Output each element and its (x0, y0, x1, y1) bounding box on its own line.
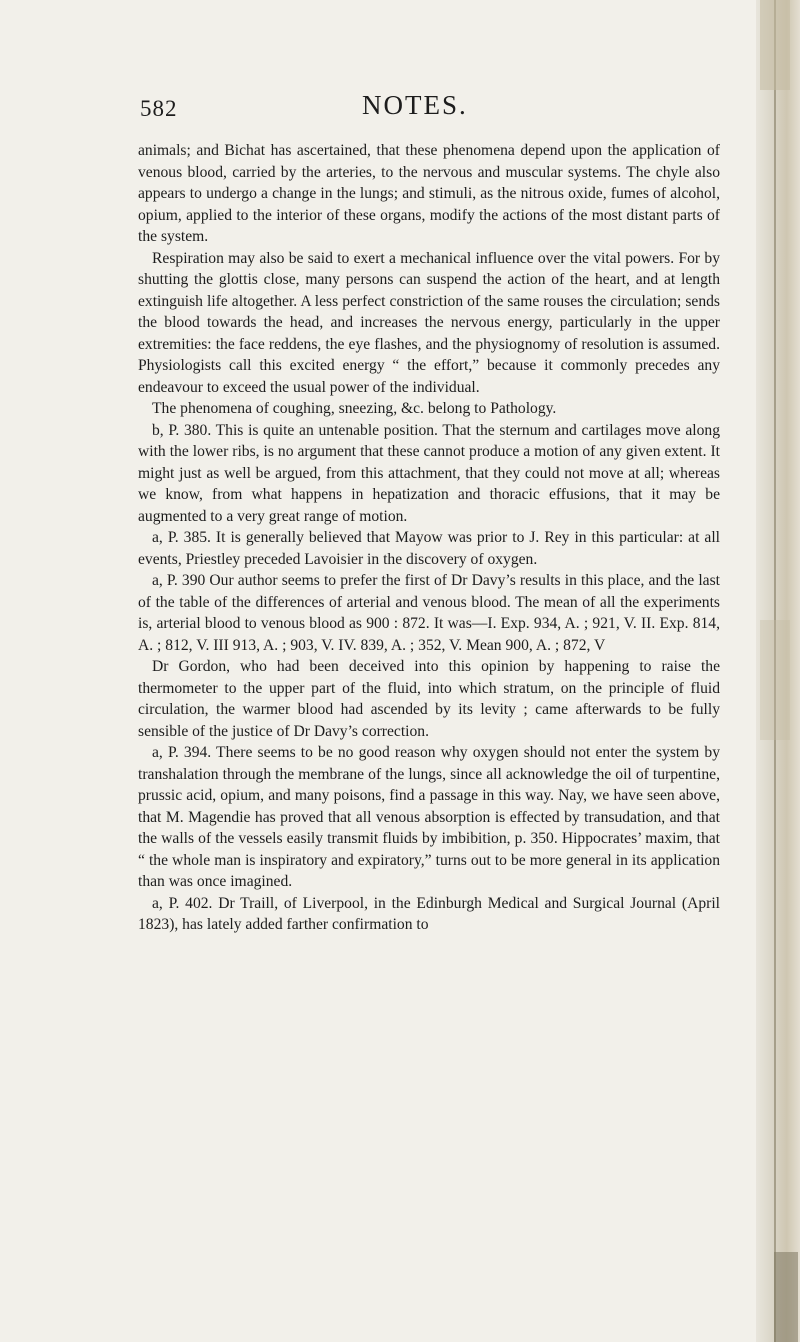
notes-text (138, 140, 720, 936)
running-title: NOTES. (362, 90, 468, 120)
note-entry: a, P. 394. There seems to be no good reason why oxygen should not enter the system by transhalation through the membrane of the lungs, since all acknowledge the oil of turpentine, prussic acid, opium, and many poisons, find a passage in this way. Nay, we have seen above, that M. Magendie has proved that all venous absorption is effected by transudation, and that the walls of the vessels easily transmit fluids by imbibition, p. 350. Hippocrates’ maxim, that “ the whole man is inspiratory and expiratory,” turns out to be more general in its application than was once imagined. (138, 744, 720, 890)
note-entry: a, P. 390 Our author seems to prefer the first of Dr Davy’s results in this place, and the last of the table of the differences of arterial and venous blood. The mean of all the experiments is, arterial blood to venous blood as 900 : 872. It was—I. Exp. 934, A. ; 921, V. II. Exp. 814, A. ; 812, V. III 913, A. ; 903, V. IV. 839, A. ; 352, V. Mean 900, A. ; 872, V (138, 572, 720, 654)
page-number: 582 (140, 96, 178, 121)
page-header (140, 90, 720, 126)
paragraph: Respiration may also be said to exert a mechanical influence over the vital powers. For by shutting the glottis close, many persons can suspend the action of the heart, and at length extinguish life altogether. A less perfect constriction of the same rouses the circulation; sends the blood towards the head, and increases the nervous energy, particularly in the upper extremities: the face reddens, the eye flashes, and the physiognomy of resolution is assumed. Physiologists call this excited energy “ the effort,” because it commonly precedes any endeavour to exceed the usual power of the individual. (138, 249, 720, 396)
paragraph: The phenomena of coughing, sneezing, &c. belong to Pathology. (152, 400, 557, 417)
note-entry: b, P. 380. This is quite an untenable position. That the sternum and cartilages move along with the lower ribs, is no argument that these cannot produce a motion of any given extent. It might just as well be argued, from this attachment, that they could not move at all; whereas we know, from what happens in hepatization and thoracic effusions, that it may be augmented to a very great range of motion. (138, 421, 720, 525)
paragraph: animals; and Bichat has ascertained, that these phenomena depend upon the application of venous blood, carried by the arteries, to the nervous and muscular systems. The chyle also appears to undergo a change in the lungs; and stimuli, as the nitrous oxide, fumes of alcohol, opium, applied to the interior of these organs, modify the actions of the most distant parts of the system. (138, 142, 720, 245)
page-edge-shade (760, 620, 790, 740)
paragraph: Dr Gordon, who had been deceived into this opinion by happening to raise the thermometer to the upper part of the fluid, into which stratum, on the principle of fluid circulation, the warmer blood had ascended by its levity ; came afterwards to be fully sensible of the justice of Dr Davy’s correction. (138, 658, 720, 740)
page-edge-stain (774, 1252, 798, 1342)
note-entry: a, P. 402. Dr Traill, of Liverpool, in the Edinburgh Medical and Surgical Journal (April 1823), has lately added farther confirmation to (138, 894, 720, 933)
page-edge-shade (760, 0, 790, 90)
page-edge (756, 0, 800, 1342)
note-entry: a, P. 385. It is generally believed that Mayow was prior to J. Rey in this particular: at all events, Priestley preceded Lavoisier in the discovery of oxygen. (138, 529, 720, 568)
